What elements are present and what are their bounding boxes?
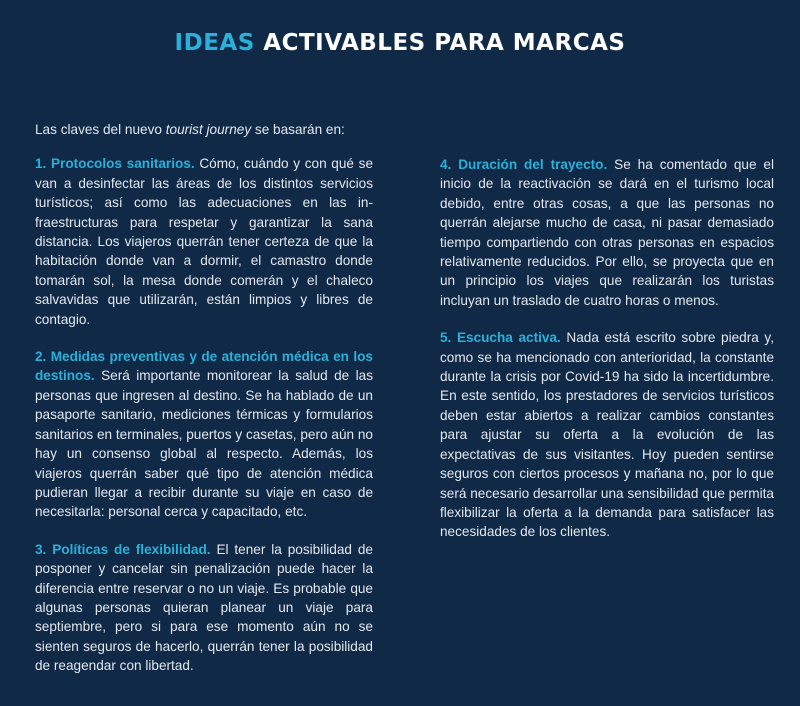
intro-before: Las claves del nuevo	[35, 122, 166, 137]
section-body: El tener la posibilidad de posponer y cancelar sin penalización puede hacer la diferencia entre reservar o no un viaje. Es probable que algunas personas quieran planear un viaje para septiembre, pero si para ese momento aún no se sienten seguros de hacerlo, querrán tener la posibilidad de reagendar con libertad.	[35, 541, 373, 674]
intro-after: se basarán en:	[251, 122, 345, 137]
section-medidas-preventivas	[35, 347, 373, 522]
intro-italic: tourist journey	[165, 122, 252, 137]
page-title	[0, 30, 800, 56]
section-heading: 2. Medidas preventivas y de atención médica en los destinos.	[35, 349, 373, 384]
section-heading: 5. Escucha activa.	[440, 330, 561, 346]
section-body: Nada está escrito sobre piedra y, como se ha mencionado con anterioridad, la constante durante la crisis por Covid-19 ha sido la incertidumbre. En este sentido, los prestadores de servicios turísticos deben estar abiertos a realizar cambios constantes para ajustar su oferta a la evolución de las expectativas de sus visitantes. Hoy pueden sentirse seguros con ciertos procesos y mañana no, por lo que será necesario desarrollar una sensibilidad que permita flexibilizar la oferta a la demanda para satisfacer las necesidades de los clientes.	[440, 330, 774, 540]
left-column	[35, 120, 373, 694]
title-accent: IDEAS	[174, 30, 255, 56]
section-heading: 3. Políticas de flexibilidad.	[35, 541, 211, 557]
section-politicas-flexibilidad	[35, 540, 373, 676]
right-column	[440, 155, 774, 560]
section-body: Será importante monitorear la salud de las personas que ingresen al destino. Se ha hablado de un pasaporte sanitario, mediciones térmicas y formularios sanitarios en terminales, puertos y casetas, pero aún no hay un consenso global al respecto. Además, los viajeros querrán saber qué tipo de atención médica pudieran llegar a recibir durante su viaje en caso de necesitarla: personal cerca y capacitado, etc.	[35, 368, 373, 520]
section-escucha-activa	[440, 328, 774, 541]
section-duracion-trayecto	[440, 155, 774, 310]
intro-paragraph	[35, 120, 373, 139]
section-body: Se ha comentado que el inicio de la reactivación se dará en el turismo local debido, entre otras cosas, a que las personas no querrán alejarse mucho de casa, ni pasar demasiado tiempo compartiendo con otras personas en espacios relativamente reducidos. Por ello, se proyecta que en un principio los viajes que realizarán los turistas incluyan un traslado de cuatro horas o menos.	[440, 157, 775, 308]
section-protocolos-sanitarios	[35, 154, 373, 329]
title-rest: ACTIVABLES PARA MARCAS	[263, 30, 626, 56]
section-heading: 4. Duración del trayecto.	[440, 157, 608, 172]
section-body: Cómo, cuándo y con qué se van a desinfectar las áreas de los distintos servicios turísticos; así como las adecuaciones en las infraestructuras para respetar y garantizar la sana distancia. Los viajeros querrán tener certeza de que la habitación donde van a dormir, el camastro donde tomarán sol, la mesa donde comerán y el chaleco salvavidas que utilizarán, están limpios y libres de contagio.	[35, 156, 374, 327]
section-heading: 1. Protocolos sanitarios.	[35, 156, 195, 172]
